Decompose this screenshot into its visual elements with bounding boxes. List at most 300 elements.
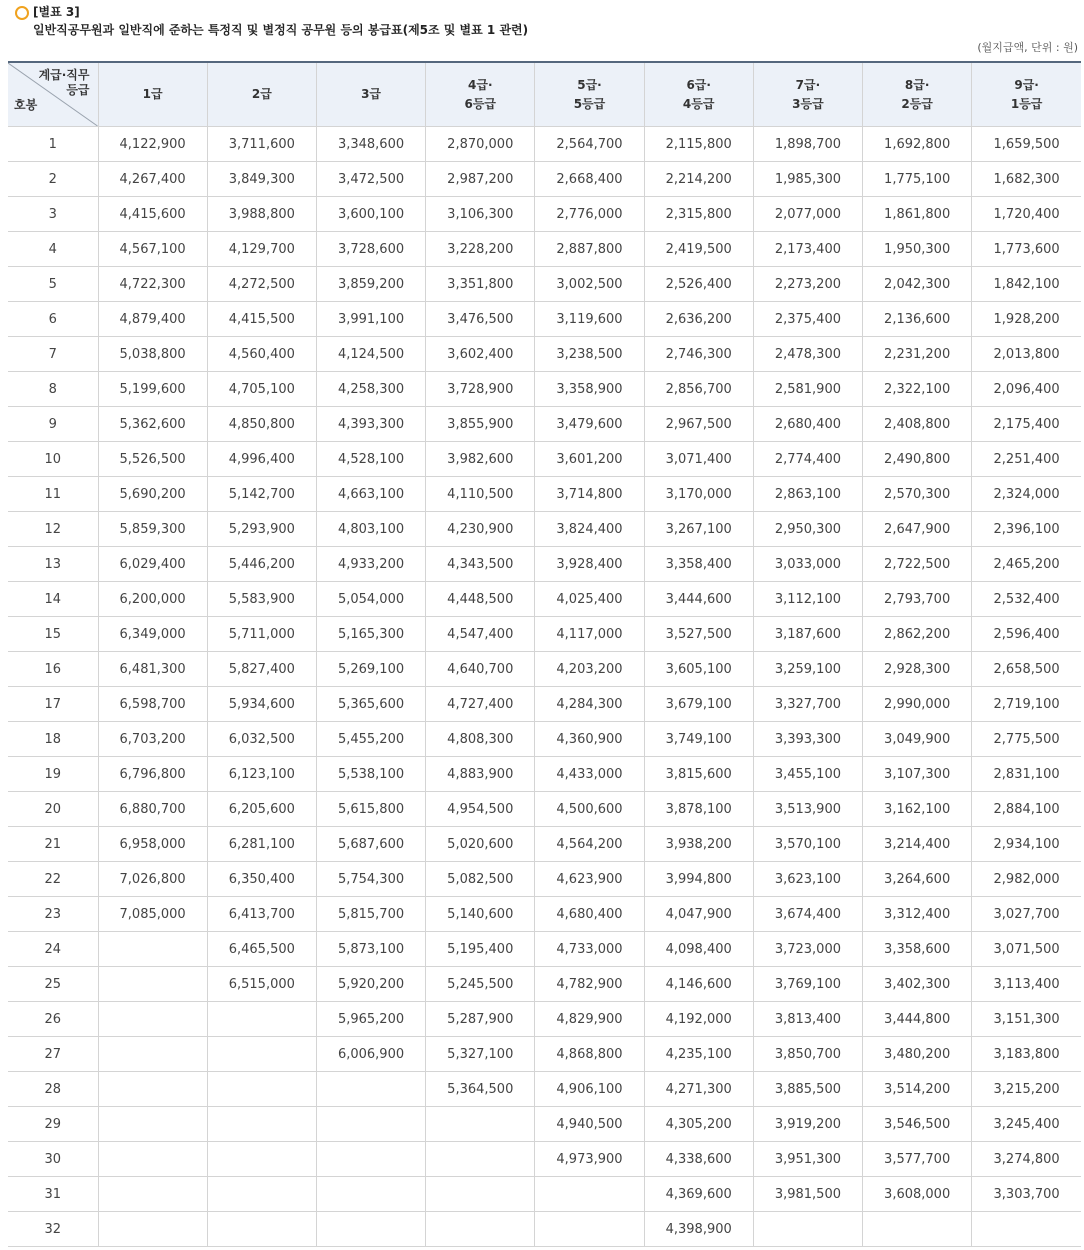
salary-cell: 3,815,600 xyxy=(644,757,753,792)
salary-cell: 4,879,400 xyxy=(98,302,207,337)
table-row xyxy=(8,372,1081,407)
salary-cell: 2,408,800 xyxy=(863,407,972,442)
salary-cell: 4,110,500 xyxy=(426,477,535,512)
salary-cell xyxy=(753,1212,862,1247)
salary-cell: 6,200,000 xyxy=(98,582,207,617)
salary-cell: 4,272,500 xyxy=(207,267,316,302)
salary-cell xyxy=(426,1107,535,1142)
salary-cell: 1,659,500 xyxy=(972,127,1081,162)
column-header xyxy=(207,62,316,127)
salary-cell: 4,192,000 xyxy=(644,1002,753,1037)
salary-cell: 3,982,600 xyxy=(426,442,535,477)
salary-cell: 4,398,900 xyxy=(644,1212,753,1247)
salary-cell: 6,796,800 xyxy=(98,757,207,792)
salary-cell: 3,623,100 xyxy=(753,862,862,897)
salary-cell: 3,514,200 xyxy=(863,1072,972,1107)
salary-cell: 5,293,900 xyxy=(207,512,316,547)
table-row xyxy=(8,197,1081,232)
salary-cell: 1,775,100 xyxy=(863,162,972,197)
salary-cell: 2,746,300 xyxy=(644,337,753,372)
circle-bullet-icon xyxy=(15,6,29,20)
salary-cell: 3,049,900 xyxy=(863,722,972,757)
column-header xyxy=(972,62,1081,127)
step-number-cell: 23 xyxy=(8,897,98,932)
salary-cell: 2,887,800 xyxy=(535,232,644,267)
table-row xyxy=(8,687,1081,722)
salary-cell: 3,824,400 xyxy=(535,512,644,547)
salary-cell: 2,774,400 xyxy=(753,442,862,477)
salary-cell: 4,271,300 xyxy=(644,1072,753,1107)
step-number-cell: 24 xyxy=(8,932,98,967)
step-number-cell: 31 xyxy=(8,1177,98,1212)
table-row xyxy=(8,337,1081,372)
salary-cell: 1,898,700 xyxy=(753,127,862,162)
salary-cell xyxy=(207,1107,316,1142)
grade-axis-label-line2: 등급 xyxy=(66,83,90,97)
salary-cell: 3,938,200 xyxy=(644,827,753,862)
salary-cell: 2,175,400 xyxy=(972,407,1081,442)
salary-cell: 3,513,900 xyxy=(753,792,862,827)
step-number-cell: 7 xyxy=(8,337,98,372)
salary-cell: 5,054,000 xyxy=(316,582,425,617)
salary-cell: 5,583,900 xyxy=(207,582,316,617)
column-header-line: 6급· xyxy=(686,77,711,92)
salary-cell: 3,991,100 xyxy=(316,302,425,337)
table-row xyxy=(8,582,1081,617)
salary-cell: 4,547,400 xyxy=(426,617,535,652)
salary-cell xyxy=(98,932,207,967)
salary-cell: 6,029,400 xyxy=(98,547,207,582)
salary-cell: 2,570,300 xyxy=(863,477,972,512)
salary-cell: 4,954,500 xyxy=(426,792,535,827)
salary-cell: 4,415,500 xyxy=(207,302,316,337)
salary-cell: 4,564,200 xyxy=(535,827,644,862)
salary-cell: 3,071,400 xyxy=(644,442,753,477)
step-number-cell: 14 xyxy=(8,582,98,617)
table-row xyxy=(8,617,1081,652)
salary-cell: 3,107,300 xyxy=(863,757,972,792)
salary-cell: 5,711,000 xyxy=(207,617,316,652)
column-header xyxy=(98,62,207,127)
salary-cell: 3,605,100 xyxy=(644,652,753,687)
salary-cell: 4,393,300 xyxy=(316,407,425,442)
salary-cell: 5,199,600 xyxy=(98,372,207,407)
salary-cell: 4,850,800 xyxy=(207,407,316,442)
salary-cell: 4,267,400 xyxy=(98,162,207,197)
table-row xyxy=(8,652,1081,687)
step-number-cell: 3 xyxy=(8,197,98,232)
salary-cell xyxy=(98,967,207,1002)
step-number-cell: 16 xyxy=(8,652,98,687)
column-header-line: 5급· xyxy=(577,77,602,92)
salary-cell xyxy=(98,1002,207,1037)
salary-cell: 4,235,100 xyxy=(644,1037,753,1072)
column-header-line: 2등급 xyxy=(901,96,933,111)
salary-cell: 4,098,400 xyxy=(644,932,753,967)
step-number-cell: 1 xyxy=(8,127,98,162)
step-number-cell: 2 xyxy=(8,162,98,197)
salary-cell: 2,231,200 xyxy=(863,337,972,372)
salary-cell: 3,981,500 xyxy=(753,1177,862,1212)
table-row xyxy=(8,162,1081,197)
salary-cell: 3,259,100 xyxy=(753,652,862,687)
salary-cell: 4,680,400 xyxy=(535,897,644,932)
salary-cell: 4,338,600 xyxy=(644,1142,753,1177)
salary-cell: 3,728,600 xyxy=(316,232,425,267)
salary-cell xyxy=(316,1142,425,1177)
corner-header-cell xyxy=(8,62,98,127)
salary-cell: 3,527,500 xyxy=(644,617,753,652)
salary-cell xyxy=(98,1212,207,1247)
step-number-cell: 29 xyxy=(8,1107,98,1142)
salary-cell: 2,884,100 xyxy=(972,792,1081,827)
salary-cell xyxy=(426,1177,535,1212)
step-number-cell: 6 xyxy=(8,302,98,337)
salary-cell: 3,546,500 xyxy=(863,1107,972,1142)
step-number-cell: 11 xyxy=(8,477,98,512)
table-row xyxy=(8,757,1081,792)
salary-cell: 3,264,600 xyxy=(863,862,972,897)
salary-cell: 3,878,100 xyxy=(644,792,753,827)
salary-cell xyxy=(426,1142,535,1177)
salary-cell: 4,448,500 xyxy=(426,582,535,617)
salary-cell: 6,349,000 xyxy=(98,617,207,652)
salary-cell: 2,719,100 xyxy=(972,687,1081,722)
salary-cell: 4,343,500 xyxy=(426,547,535,582)
salary-cell: 3,602,400 xyxy=(426,337,535,372)
table-row xyxy=(8,302,1081,337)
step-number-cell: 21 xyxy=(8,827,98,862)
salary-cell xyxy=(207,1072,316,1107)
salary-cell: 4,567,100 xyxy=(98,232,207,267)
salary-cell: 2,214,200 xyxy=(644,162,753,197)
table-row xyxy=(8,1212,1081,1247)
salary-cell: 4,733,000 xyxy=(535,932,644,967)
salary-cell: 2,793,700 xyxy=(863,582,972,617)
salary-cell: 4,808,300 xyxy=(426,722,535,757)
salary-cell: 2,526,400 xyxy=(644,267,753,302)
salary-cell: 2,096,400 xyxy=(972,372,1081,407)
salary-cell: 1,682,300 xyxy=(972,162,1081,197)
salary-cell: 4,623,900 xyxy=(535,862,644,897)
salary-cell xyxy=(98,1037,207,1072)
salary-cell: 4,782,900 xyxy=(535,967,644,1002)
salary-cell: 2,668,400 xyxy=(535,162,644,197)
salary-cell: 2,115,800 xyxy=(644,127,753,162)
salary-cell: 2,870,000 xyxy=(426,127,535,162)
salary-cell: 5,526,500 xyxy=(98,442,207,477)
salary-cell: 3,444,800 xyxy=(863,1002,972,1037)
salary-cell xyxy=(316,1177,425,1212)
table-row xyxy=(8,792,1081,827)
salary-cell: 2,990,000 xyxy=(863,687,972,722)
salary-cell xyxy=(316,1212,425,1247)
unit-note: (월지급액, 단위 : 원) xyxy=(977,41,1078,54)
salary-cell: 3,444,600 xyxy=(644,582,753,617)
salary-cell: 3,312,400 xyxy=(863,897,972,932)
salary-cell: 6,958,000 xyxy=(98,827,207,862)
column-header xyxy=(644,62,753,127)
table-header-row xyxy=(8,62,1081,127)
salary-cell: 4,640,700 xyxy=(426,652,535,687)
salary-cell: 4,560,400 xyxy=(207,337,316,372)
salary-cell: 1,773,600 xyxy=(972,232,1081,267)
salary-cell: 5,362,600 xyxy=(98,407,207,442)
table-row xyxy=(8,1107,1081,1142)
salary-cell: 2,490,800 xyxy=(863,442,972,477)
salary-cell: 2,375,400 xyxy=(753,302,862,337)
salary-cell: 3,769,100 xyxy=(753,967,862,1002)
salary-cell xyxy=(98,1142,207,1177)
salary-cell: 1,861,800 xyxy=(863,197,972,232)
salary-cell: 6,703,200 xyxy=(98,722,207,757)
salary-cell: 6,413,700 xyxy=(207,897,316,932)
column-header-line: 4급· xyxy=(468,77,493,92)
salary-cell: 3,813,400 xyxy=(753,1002,862,1037)
table-caption xyxy=(0,0,1084,62)
salary-cell: 5,140,600 xyxy=(426,897,535,932)
salary-cell: 3,994,800 xyxy=(644,862,753,897)
salary-cell: 3,071,500 xyxy=(972,932,1081,967)
salary-cell: 3,674,400 xyxy=(753,897,862,932)
salary-cell: 5,859,300 xyxy=(98,512,207,547)
salary-cell: 3,106,300 xyxy=(426,197,535,232)
column-header-line: 3급 xyxy=(361,87,382,101)
table-body xyxy=(8,127,1081,1247)
salary-cell: 4,305,200 xyxy=(644,1107,753,1142)
salary-cell: 5,020,600 xyxy=(426,827,535,862)
step-number-cell: 9 xyxy=(8,407,98,442)
salary-cell: 2,419,500 xyxy=(644,232,753,267)
step-number-cell: 22 xyxy=(8,862,98,897)
step-number-cell: 32 xyxy=(8,1212,98,1247)
salary-cell: 4,360,900 xyxy=(535,722,644,757)
step-number-cell: 18 xyxy=(8,722,98,757)
table-row xyxy=(8,1142,1081,1177)
salary-cell: 5,365,600 xyxy=(316,687,425,722)
step-number-cell: 12 xyxy=(8,512,98,547)
step-number-cell: 10 xyxy=(8,442,98,477)
step-number-cell: 5 xyxy=(8,267,98,302)
salary-cell: 3,228,200 xyxy=(426,232,535,267)
salary-cell: 5,965,200 xyxy=(316,1002,425,1037)
step-number-cell: 17 xyxy=(8,687,98,722)
salary-cell: 5,287,900 xyxy=(426,1002,535,1037)
salary-cell: 3,577,700 xyxy=(863,1142,972,1177)
step-number-cell: 30 xyxy=(8,1142,98,1177)
salary-cell: 6,880,700 xyxy=(98,792,207,827)
column-header xyxy=(863,62,972,127)
salary-cell: 2,934,100 xyxy=(972,827,1081,862)
salary-cell xyxy=(98,1177,207,1212)
salary-cell xyxy=(207,1002,316,1037)
salary-cell: 3,728,900 xyxy=(426,372,535,407)
salary-cell: 4,722,300 xyxy=(98,267,207,302)
salary-cell: 2,967,500 xyxy=(644,407,753,442)
salary-cell: 3,859,200 xyxy=(316,267,425,302)
salary-cell: 2,862,200 xyxy=(863,617,972,652)
salary-cell: 2,680,400 xyxy=(753,407,862,442)
salary-cell: 3,027,700 xyxy=(972,897,1081,932)
salary-cell: 3,885,500 xyxy=(753,1072,862,1107)
salary-cell: 3,267,100 xyxy=(644,512,753,547)
salary-cell: 5,142,700 xyxy=(207,477,316,512)
table-row xyxy=(8,932,1081,967)
salary-cell: 2,776,000 xyxy=(535,197,644,232)
salary-cell xyxy=(535,1212,644,1247)
salary-cell: 1,692,800 xyxy=(863,127,972,162)
table-row xyxy=(8,267,1081,302)
salary-cell: 2,173,400 xyxy=(753,232,862,267)
salary-cell: 5,920,200 xyxy=(316,967,425,1002)
salary-cell xyxy=(207,1212,316,1247)
table-row xyxy=(8,127,1081,162)
salary-cell xyxy=(98,1107,207,1142)
salary-cell: 3,570,100 xyxy=(753,827,862,862)
salary-cell: 3,749,100 xyxy=(644,722,753,757)
salary-cell: 3,855,900 xyxy=(426,407,535,442)
salary-cell: 6,481,300 xyxy=(98,652,207,687)
salary-cell: 5,873,100 xyxy=(316,932,425,967)
salary-cell: 2,251,400 xyxy=(972,442,1081,477)
salary-cell: 6,123,100 xyxy=(207,757,316,792)
step-number-cell: 25 xyxy=(8,967,98,1002)
salary-cell: 2,831,100 xyxy=(972,757,1081,792)
salary-cell: 3,480,200 xyxy=(863,1037,972,1072)
salary-cell: 7,085,000 xyxy=(98,897,207,932)
salary-cell: 5,754,300 xyxy=(316,862,425,897)
salary-cell: 3,348,600 xyxy=(316,127,425,162)
salary-cell: 3,002,500 xyxy=(535,267,644,302)
salary-cell xyxy=(207,1177,316,1212)
salary-cell: 3,476,500 xyxy=(426,302,535,337)
table-row xyxy=(8,442,1081,477)
salary-cell: 4,284,300 xyxy=(535,687,644,722)
salary-cell: 2,465,200 xyxy=(972,547,1081,582)
salary-cell: 5,245,500 xyxy=(426,967,535,1002)
salary-cell: 3,919,200 xyxy=(753,1107,862,1142)
salary-cell: 5,455,200 xyxy=(316,722,425,757)
column-header xyxy=(753,62,862,127)
step-number-cell: 13 xyxy=(8,547,98,582)
salary-cell: 3,245,400 xyxy=(972,1107,1081,1142)
salary-cell: 6,465,500 xyxy=(207,932,316,967)
salary-cell: 5,364,500 xyxy=(426,1072,535,1107)
salary-cell: 2,564,700 xyxy=(535,127,644,162)
salary-cell: 4,203,200 xyxy=(535,652,644,687)
salary-cell xyxy=(207,1037,316,1072)
step-number-cell: 20 xyxy=(8,792,98,827)
table-row xyxy=(8,512,1081,547)
column-header xyxy=(316,62,425,127)
salary-cell: 3,170,000 xyxy=(644,477,753,512)
salary-cell: 1,720,400 xyxy=(972,197,1081,232)
salary-cell: 4,230,900 xyxy=(426,512,535,547)
salary-cell: 4,868,800 xyxy=(535,1037,644,1072)
salary-cell: 4,258,300 xyxy=(316,372,425,407)
salary-cell: 3,608,000 xyxy=(863,1177,972,1212)
salary-cell: 5,165,300 xyxy=(316,617,425,652)
table-row xyxy=(8,547,1081,582)
table-row xyxy=(8,827,1081,862)
salary-cell: 3,274,800 xyxy=(972,1142,1081,1177)
salary-cell: 3,113,400 xyxy=(972,967,1081,1002)
salary-cell: 3,151,300 xyxy=(972,1002,1081,1037)
column-header-line: 8급· xyxy=(904,77,930,92)
table-row xyxy=(8,897,1081,932)
salary-cell: 3,601,200 xyxy=(535,442,644,477)
step-number-cell: 4 xyxy=(8,232,98,267)
table-row xyxy=(8,722,1081,757)
salary-cell: 2,581,900 xyxy=(753,372,862,407)
salary-cell: 3,723,000 xyxy=(753,932,862,967)
salary-cell: 5,934,600 xyxy=(207,687,316,722)
salary-cell: 3,238,500 xyxy=(535,337,644,372)
salary-cell: 3,849,300 xyxy=(207,162,316,197)
salary-cell: 4,803,100 xyxy=(316,512,425,547)
salary-cell: 3,187,600 xyxy=(753,617,862,652)
salary-cell: 2,775,500 xyxy=(972,722,1081,757)
column-header-line: 7급· xyxy=(795,77,821,92)
salary-cell: 4,129,700 xyxy=(207,232,316,267)
salary-cell: 2,658,500 xyxy=(972,652,1081,687)
salary-cell: 3,951,300 xyxy=(753,1142,862,1177)
salary-cell: 5,690,200 xyxy=(98,477,207,512)
salary-cell: 3,215,200 xyxy=(972,1072,1081,1107)
salary-cell: 2,396,100 xyxy=(972,512,1081,547)
salary-cell xyxy=(972,1212,1081,1247)
salary-cell: 3,303,700 xyxy=(972,1177,1081,1212)
salary-cell: 2,647,900 xyxy=(863,512,972,547)
step-axis-label: 호봉 xyxy=(14,98,38,112)
salary-cell: 3,988,800 xyxy=(207,197,316,232)
salary-cell: 2,856,700 xyxy=(644,372,753,407)
salary-cell: 1,985,300 xyxy=(753,162,862,197)
salary-cell: 4,829,900 xyxy=(535,1002,644,1037)
salary-cell: 2,636,200 xyxy=(644,302,753,337)
table-row xyxy=(8,477,1081,512)
salary-cell: 5,038,800 xyxy=(98,337,207,372)
salary-cell: 5,195,400 xyxy=(426,932,535,967)
salary-cell: 3,119,600 xyxy=(535,302,644,337)
salary-cell: 4,906,100 xyxy=(535,1072,644,1107)
salary-cell: 6,032,500 xyxy=(207,722,316,757)
salary-cell xyxy=(316,1107,425,1142)
salary-cell: 4,117,000 xyxy=(535,617,644,652)
salary-cell: 3,393,300 xyxy=(753,722,862,757)
salary-cell: 2,136,600 xyxy=(863,302,972,337)
salary-cell: 2,596,400 xyxy=(972,617,1081,652)
column-header-line: 4등급 xyxy=(682,96,715,111)
salary-cell: 3,033,000 xyxy=(753,547,862,582)
column-header-line: 1등급 xyxy=(1010,96,1043,111)
salary-cell xyxy=(98,1072,207,1107)
salary-cell: 4,727,400 xyxy=(426,687,535,722)
salary-cell: 4,369,600 xyxy=(644,1177,753,1212)
table-row xyxy=(8,232,1081,267)
salary-cell: 4,933,200 xyxy=(316,547,425,582)
salary-cell: 4,124,500 xyxy=(316,337,425,372)
page-title: 일반직공무원과 일반직에 준하는 특정직 및 별정직 공무원 등의 봉급표(제5조 및 별표 1 관련) xyxy=(33,23,529,37)
table-row xyxy=(8,1072,1081,1107)
salary-cell: 3,850,700 xyxy=(753,1037,862,1072)
salary-cell: 4,500,600 xyxy=(535,792,644,827)
table-row xyxy=(8,1037,1081,1072)
column-header-line: 2급 xyxy=(251,87,272,101)
salary-cell: 3,600,100 xyxy=(316,197,425,232)
table-row xyxy=(8,407,1081,442)
salary-cell: 4,973,900 xyxy=(535,1142,644,1177)
